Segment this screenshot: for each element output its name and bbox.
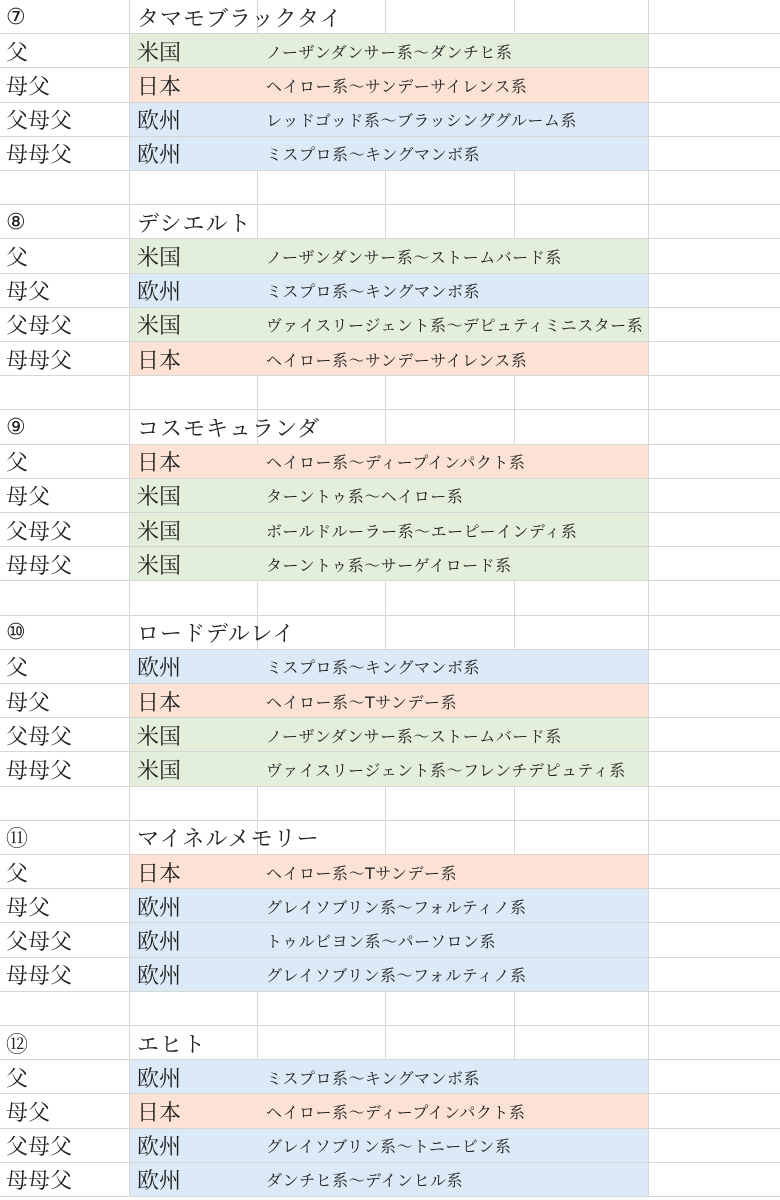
- ancestor-role: 父母父: [6, 109, 73, 135]
- grid-cell[interactable]: [649, 821, 780, 855]
- grid-cell[interactable]: [649, 787, 780, 821]
- grid-cell[interactable]: [515, 1026, 649, 1060]
- sire-line: ミスプロ系～キングマンボ系: [266, 1068, 481, 1088]
- grid-cell[interactable]: [515, 1094, 649, 1128]
- grid-cell[interactable]: [258, 171, 386, 205]
- horse-number: ⑨: [6, 414, 26, 440]
- ancestor-role: 父: [6, 656, 29, 682]
- region-label: 欧州: [137, 143, 182, 169]
- horse-name: エヒト: [137, 1032, 207, 1058]
- grid-cell[interactable]: [649, 239, 780, 273]
- horse-header-row: [0, 0, 780, 34]
- sire-line: ヴァイスリージェント系～フレンチデピュティ系: [266, 760, 626, 780]
- region-label: 欧州: [137, 656, 182, 682]
- sire-line: グレイソブリン系～トニービン系: [266, 1137, 512, 1157]
- pedigree-row: [0, 718, 780, 752]
- pedigree-row: [0, 889, 780, 923]
- horse-number: ⑦: [6, 4, 26, 30]
- horse-header-row: [0, 205, 780, 239]
- horse-name: タマモブラックタイ: [137, 6, 343, 32]
- grid-cell[interactable]: [386, 821, 515, 855]
- region-label: 日本: [137, 690, 182, 716]
- grid-cell[interactable]: [515, 650, 649, 684]
- grid-cell[interactable]: [649, 137, 780, 171]
- grid-cell[interactable]: [386, 992, 515, 1026]
- grid-cell[interactable]: [515, 68, 649, 102]
- pedigree-row: [0, 308, 780, 342]
- grid-cell[interactable]: [515, 205, 649, 239]
- grid-cell[interactable]: [386, 581, 515, 615]
- horse-name: デシエルト: [137, 211, 252, 237]
- grid-cell[interactable]: [649, 479, 780, 513]
- grid-cell[interactable]: [386, 787, 515, 821]
- grid-cell[interactable]: [649, 958, 780, 992]
- ancestor-role: 父: [6, 1066, 29, 1092]
- sire-line: ヴァイスリージェント系～デピュティミニスター系: [266, 316, 644, 336]
- horse-name: コスモキュランダ: [137, 416, 321, 442]
- ancestor-role: 父母父: [6, 314, 73, 340]
- grid-cell[interactable]: [649, 1129, 780, 1163]
- grid-cell[interactable]: [130, 992, 258, 1026]
- grid-cell[interactable]: [130, 171, 258, 205]
- grid-cell[interactable]: [649, 616, 780, 650]
- pedigree-row: [0, 684, 780, 718]
- grid-cell[interactable]: [258, 787, 386, 821]
- grid-cell[interactable]: [0, 992, 130, 1026]
- grid-cell[interactable]: [515, 581, 649, 615]
- region-label: 米国: [137, 40, 182, 66]
- pedigree-row: [0, 34, 780, 68]
- horse-name: ロードデルレイ: [137, 622, 296, 648]
- grid-cell[interactable]: [258, 376, 386, 410]
- grid-cell[interactable]: [649, 650, 780, 684]
- pedigree-row: [0, 479, 780, 513]
- grid-cell[interactable]: [515, 342, 649, 376]
- grid-cell[interactable]: [649, 889, 780, 923]
- sire-line: ダンチヒ系～デインヒル系: [266, 1171, 464, 1191]
- grid-cell[interactable]: [0, 376, 130, 410]
- grid-cell[interactable]: [649, 205, 780, 239]
- region-label: 米国: [137, 758, 182, 784]
- horse-header-row: [0, 1026, 780, 1060]
- sire-line: ターントゥ系～ヘイロー系: [266, 487, 464, 507]
- pedigree-row: [0, 513, 780, 547]
- grid-cell[interactable]: [515, 445, 649, 479]
- grid-cell[interactable]: [515, 547, 649, 581]
- grid-cell[interactable]: [649, 376, 780, 410]
- grid-cell[interactable]: [130, 787, 258, 821]
- grid-cell[interactable]: [515, 0, 649, 34]
- grid-cell[interactable]: [515, 958, 649, 992]
- grid-cell[interactable]: [515, 171, 649, 205]
- grid-cell[interactable]: [649, 171, 780, 205]
- sire-line: レッドゴッド系～ブラッシンググルーム系: [266, 111, 577, 131]
- pedigree-row: [0, 1094, 780, 1128]
- horse-number: ⑫: [6, 1032, 29, 1058]
- horse-number: ⑧: [6, 209, 26, 235]
- ancestor-role: 父母父: [6, 1135, 73, 1161]
- sire-line: ヘイロー系～ディープインパクト系: [266, 453, 526, 473]
- pedigree-row: [0, 752, 780, 786]
- ancestor-role: 母母父: [6, 553, 73, 579]
- pedigree-row: [0, 958, 780, 992]
- ancestor-role: 母母父: [6, 1169, 73, 1195]
- grid-cell[interactable]: [515, 923, 649, 957]
- grid-cell[interactable]: [649, 513, 780, 547]
- grid-cell[interactable]: [130, 581, 258, 615]
- grid-cell[interactable]: [386, 205, 515, 239]
- pedigree-row: [0, 445, 780, 479]
- grid-cell[interactable]: [649, 992, 780, 1026]
- grid-cell[interactable]: [649, 855, 780, 889]
- grid-cell[interactable]: [649, 410, 780, 444]
- pedigree-row: [0, 137, 780, 171]
- grid-cell[interactable]: [0, 171, 130, 205]
- ancestor-role: 母父: [6, 895, 51, 921]
- region-label: 欧州: [137, 1066, 182, 1092]
- sire-line: ノーザンダンサー系～ダンチヒ系: [266, 42, 513, 62]
- blank-row: [0, 171, 780, 205]
- ancestor-role: 母父: [6, 690, 51, 716]
- grid-cell[interactable]: [386, 0, 515, 34]
- region-label: 欧州: [137, 964, 182, 990]
- region-label: 欧州: [137, 1135, 182, 1161]
- pedigree-row: [0, 855, 780, 889]
- grid-cell[interactable]: [649, 923, 780, 957]
- region-label: 日本: [137, 1100, 182, 1126]
- sire-line: グレイソブリン系～フォルティノ系: [266, 966, 527, 986]
- pedigree-row: [0, 342, 780, 376]
- horse-number: ⑩: [6, 620, 26, 646]
- sire-line: ミスプロ系～キングマンボ系: [266, 658, 481, 678]
- grid-cell[interactable]: [515, 1060, 649, 1094]
- grid-cell[interactable]: [515, 274, 649, 308]
- grid-cell[interactable]: [649, 342, 780, 376]
- blank-row: [0, 581, 780, 615]
- grid-cell[interactable]: [649, 445, 780, 479]
- ancestor-role: 母父: [6, 74, 51, 100]
- grid-cell[interactable]: [515, 684, 649, 718]
- region-label: 日本: [137, 451, 182, 477]
- grid-cell[interactable]: [649, 718, 780, 752]
- grid-cell[interactable]: [258, 992, 386, 1026]
- grid-cell[interactable]: [649, 68, 780, 102]
- sire-line: ボールドルーラー系～エーピーインディ系: [266, 521, 578, 541]
- grid-cell[interactable]: [515, 992, 649, 1026]
- pedigree-row: [0, 239, 780, 273]
- grid-cell[interactable]: [515, 479, 649, 513]
- ancestor-role: 父: [6, 245, 29, 271]
- sire-line: グレイソブリン系～フォルティノ系: [266, 897, 527, 917]
- grid-cell[interactable]: [649, 547, 780, 581]
- grid-cell[interactable]: [649, 34, 780, 68]
- region-label: 日本: [137, 74, 182, 100]
- horse-header-row: [0, 616, 780, 650]
- ancestor-role: 父: [6, 451, 29, 477]
- blank-row: [0, 376, 780, 410]
- horse-name: マイネルメモリー: [137, 827, 320, 853]
- sire-line: ヘイロー系～Tサンデー系: [266, 863, 457, 883]
- pedigree-row: [0, 1163, 780, 1197]
- blank-row: [0, 787, 780, 821]
- sire-line: トゥルビヨン系～パーソロン系: [266, 931, 496, 951]
- pedigree-row: [0, 650, 780, 684]
- grid-cell[interactable]: [515, 137, 649, 171]
- grid-cell[interactable]: [0, 581, 130, 615]
- ancestor-role: 母母父: [6, 964, 73, 990]
- sire-line: ヘイロー系～サンデーサイレンス系: [266, 350, 528, 370]
- pedigree-row: [0, 274, 780, 308]
- grid-cell[interactable]: [386, 616, 515, 650]
- pedigree-row: [0, 103, 780, 137]
- grid-cell[interactable]: [386, 1026, 515, 1060]
- grid-cell[interactable]: [515, 376, 649, 410]
- grid-cell[interactable]: [649, 308, 780, 342]
- sire-line: ヘイロー系～サンデーサイレンス系: [266, 76, 528, 96]
- grid-cell[interactable]: [649, 752, 780, 786]
- grid-cell[interactable]: [515, 889, 649, 923]
- region-label: 米国: [137, 553, 182, 579]
- pedigree-row: [0, 68, 780, 102]
- ancestor-role: 母父: [6, 1100, 51, 1126]
- sire-line: ミスプロ系～キングマンボ系: [266, 145, 481, 165]
- region-label: 米国: [137, 485, 182, 511]
- ancestor-role: 父母父: [6, 519, 73, 545]
- sire-line: ターントゥ系～サーゲイロード系: [266, 555, 512, 575]
- sire-line: ヘイロー系～ディープインパクト系: [266, 1102, 526, 1122]
- region-label: 欧州: [137, 1169, 182, 1195]
- ancestor-role: 父母父: [6, 724, 73, 750]
- region-label: 欧州: [137, 895, 182, 921]
- ancestor-role: 母母父: [6, 758, 73, 784]
- ancestor-role: 父母父: [6, 929, 73, 955]
- region-label: 欧州: [137, 280, 182, 306]
- region-label: 欧州: [137, 109, 182, 135]
- grid-cell[interactable]: [649, 1026, 780, 1060]
- pedigree-row: [0, 923, 780, 957]
- ancestor-role: 父: [6, 861, 29, 887]
- grid-cell[interactable]: [649, 1163, 780, 1197]
- blank-row: [0, 992, 780, 1026]
- grid-cell[interactable]: [649, 684, 780, 718]
- ancestor-role: 父: [6, 40, 29, 66]
- horse-header-row: [0, 821, 780, 855]
- region-label: 日本: [137, 861, 182, 887]
- grid-cell[interactable]: [649, 1060, 780, 1094]
- region-label: 米国: [137, 245, 182, 271]
- grid-cell[interactable]: [515, 821, 649, 855]
- grid-cell[interactable]: [515, 410, 649, 444]
- grid-cell[interactable]: [386, 376, 515, 410]
- sire-line: ノーザンダンサー系～ストームバード系: [266, 247, 562, 267]
- grid-cell[interactable]: [515, 787, 649, 821]
- horse-number: ⑪: [6, 827, 29, 853]
- grid-cell[interactable]: [649, 1094, 780, 1128]
- region-label: 日本: [137, 348, 182, 374]
- grid-cell[interactable]: [515, 855, 649, 889]
- ancestor-role: 母母父: [6, 348, 73, 374]
- pedigree-row: [0, 547, 780, 581]
- grid-cell[interactable]: [515, 616, 649, 650]
- pedigree-row: [0, 1129, 780, 1163]
- horse-header-row: [0, 410, 780, 444]
- sire-line: ミスプロ系～キングマンボ系: [266, 282, 481, 302]
- region-label: 米国: [137, 724, 182, 750]
- region-label: 欧州: [137, 929, 182, 955]
- grid-cell[interactable]: [649, 103, 780, 137]
- grid-cell[interactable]: [258, 205, 386, 239]
- region-label: 米国: [137, 519, 182, 545]
- grid-cell[interactable]: [649, 0, 780, 34]
- ancestor-role: 母父: [6, 280, 51, 306]
- sire-line: ノーザンダンサー系～ストームバード系: [266, 726, 562, 746]
- region-label: 米国: [137, 314, 182, 340]
- grid-cell[interactable]: [258, 581, 386, 615]
- grid-cell[interactable]: [515, 34, 649, 68]
- grid-cell[interactable]: [258, 1026, 386, 1060]
- grid-cell[interactable]: [386, 171, 515, 205]
- grid-cell[interactable]: [649, 274, 780, 308]
- ancestor-role: 母母父: [6, 143, 73, 169]
- grid-cell[interactable]: [0, 787, 130, 821]
- grid-cell[interactable]: [386, 410, 515, 444]
- sire-line: ヘイロー系～Tサンデー系: [266, 692, 457, 712]
- grid-cell[interactable]: [515, 1129, 649, 1163]
- pedigree-row: [0, 1060, 780, 1094]
- grid-cell[interactable]: [515, 1163, 649, 1197]
- ancestor-role: 母父: [6, 485, 51, 511]
- grid-cell[interactable]: [130, 376, 258, 410]
- grid-cell[interactable]: [649, 581, 780, 615]
